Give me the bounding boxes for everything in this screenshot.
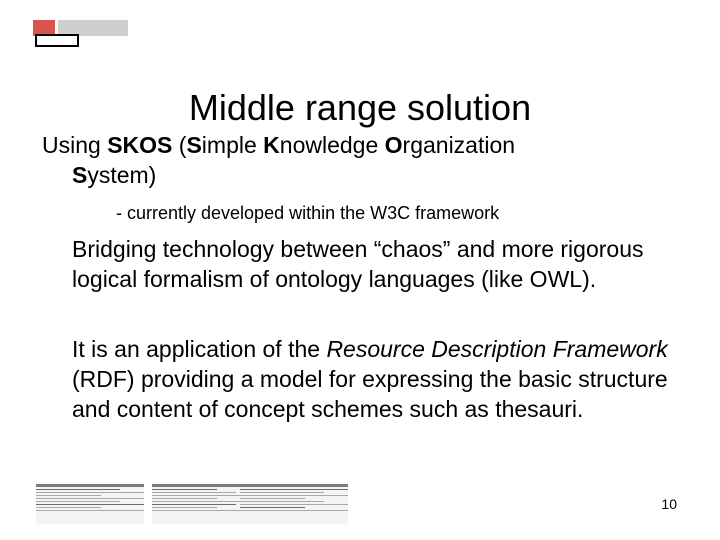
- paragraph-text: (RDF) providing a model for expressing the basic structure and content of concept schemes such as thesauri.: [72, 366, 668, 422]
- intro-text: Using: [42, 132, 108, 158]
- sub-bullet: - currently developed within the W3C framework: [116, 203, 500, 223]
- acronym-letter: O: [384, 132, 403, 158]
- intro-text: ystem): [87, 162, 157, 188]
- institution-logo: [0, 0, 140, 60]
- intro-text: nowledge: [279, 132, 385, 158]
- intro-text: (: [172, 132, 187, 158]
- intro-text: imple: [201, 132, 264, 158]
- page-number: 10: [661, 496, 677, 512]
- document-thumbnail: [36, 484, 144, 524]
- document-thumbnail: [240, 484, 348, 524]
- paragraph-bridging: Bridging technology between “chaos” and more rigorous logical formalism of ontology languages (like OWL).: [72, 236, 644, 292]
- intro-text: rganization: [402, 132, 516, 158]
- slide-title: Middle range solution: [188, 87, 532, 129]
- skos-term: SKOS: [107, 132, 173, 158]
- intro-line: [42, 130, 682, 190]
- paragraph-rdf: [72, 334, 692, 424]
- intro-line-2: [42, 160, 682, 190]
- paragraph-text: It is an application of the: [72, 336, 327, 362]
- acronym-letter: K: [263, 132, 280, 158]
- acronym-letter: S: [72, 162, 88, 188]
- rdf-term: Resource Description Framework: [326, 336, 668, 362]
- logo-outline-block: [35, 34, 79, 47]
- acronym-letter: S: [186, 132, 202, 158]
